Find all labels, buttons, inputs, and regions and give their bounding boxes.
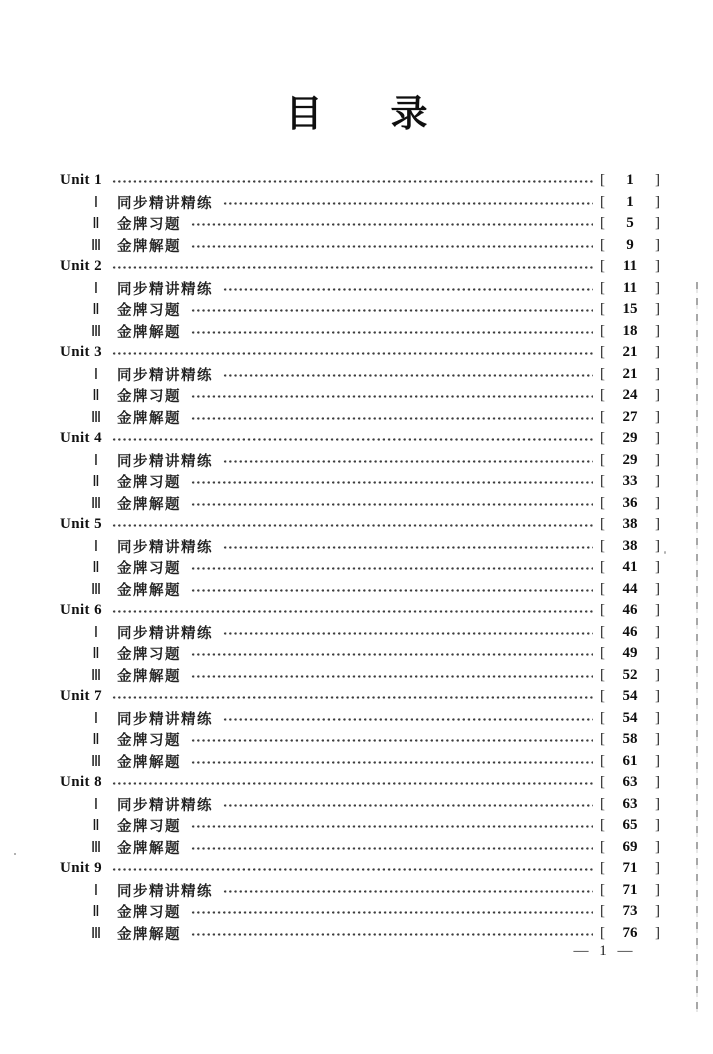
open-bracket: [ xyxy=(600,387,605,404)
dotted-leader xyxy=(191,308,593,313)
page-number-box xyxy=(600,753,660,770)
open-bracket: [ xyxy=(600,903,605,920)
section-label: 同步精讲精练 xyxy=(117,625,213,642)
close-bracket: ] xyxy=(655,838,660,855)
open-bracket: [ xyxy=(600,301,605,318)
dotted-leader xyxy=(223,545,593,550)
open-bracket: [ xyxy=(600,580,605,597)
section-label: 金牌解题 xyxy=(117,238,181,255)
section-numeral: Ⅱ xyxy=(92,818,100,835)
page-number: 5 xyxy=(626,215,634,232)
open-bracket: [ xyxy=(600,494,605,511)
page-number: 61 xyxy=(622,752,638,769)
section-label: 同步精讲精练 xyxy=(117,711,213,728)
section-numeral: Ⅲ xyxy=(90,409,102,426)
toc-item-row xyxy=(60,278,660,300)
page-number-box xyxy=(600,344,660,361)
page-number-box xyxy=(600,215,660,232)
dotted-leader xyxy=(223,803,593,808)
section-numeral: Ⅱ xyxy=(92,904,100,921)
section-numeral: Ⅱ xyxy=(92,216,100,233)
dotted-leader xyxy=(191,244,593,249)
close-bracket: ] xyxy=(655,860,660,877)
page-number: 29 xyxy=(622,430,638,447)
scan-edge-artifact xyxy=(696,282,698,1012)
dotted-leader xyxy=(112,867,593,872)
footer-page-number: — 1 — xyxy=(573,943,633,959)
dotted-leader xyxy=(191,588,593,593)
toc-unit-row xyxy=(60,772,660,794)
page-number: 63 xyxy=(622,774,638,791)
open-bracket: [ xyxy=(600,838,605,855)
section-numeral: Ⅲ xyxy=(90,667,102,684)
close-bracket: ] xyxy=(655,279,660,296)
open-bracket: [ xyxy=(600,408,605,425)
section-numeral: Ⅰ xyxy=(93,882,99,899)
open-bracket: [ xyxy=(600,193,605,210)
section-label: 金牌习题 xyxy=(117,561,181,578)
close-bracket: ] xyxy=(655,903,660,920)
close-bracket: ] xyxy=(655,172,660,189)
dotted-leader xyxy=(191,910,593,915)
page-number-box xyxy=(600,688,660,705)
open-bracket: [ xyxy=(600,322,605,339)
page-number: 1 xyxy=(626,172,634,189)
open-bracket: [ xyxy=(600,774,605,791)
open-bracket: [ xyxy=(600,344,605,361)
page-number-box xyxy=(600,473,660,490)
unit-label: Unit 2 xyxy=(60,258,102,275)
page-number-box xyxy=(600,194,660,211)
close-bracket: ] xyxy=(655,537,660,554)
toc-item-row xyxy=(60,643,660,665)
open-bracket: [ xyxy=(600,795,605,812)
page-number: 11 xyxy=(622,279,638,296)
open-bracket: [ xyxy=(600,752,605,769)
page-number: 18 xyxy=(622,322,638,339)
toc-item-row xyxy=(60,450,660,472)
page-number: 63 xyxy=(622,795,638,812)
page-number-box xyxy=(600,516,660,533)
page-number: 73 xyxy=(622,903,638,920)
title-char-left: 目 xyxy=(285,93,323,134)
section-label: 金牌习题 xyxy=(117,819,181,836)
page-number: 54 xyxy=(622,688,638,705)
close-bracket: ] xyxy=(655,688,660,705)
close-bracket: ] xyxy=(655,516,660,533)
section-label: 金牌习题 xyxy=(117,733,181,750)
close-bracket: ] xyxy=(655,494,660,511)
section-numeral: Ⅱ xyxy=(92,560,100,577)
dotted-leader xyxy=(112,437,593,442)
dotted-leader xyxy=(191,932,593,937)
toc-item-row xyxy=(60,815,660,837)
page-number-box xyxy=(600,667,660,684)
section-numeral: Ⅱ xyxy=(92,646,100,663)
dotted-leader xyxy=(223,459,593,464)
close-bracket: ] xyxy=(655,602,660,619)
toc-unit-row xyxy=(60,514,660,536)
page-number-box xyxy=(600,280,660,297)
page-number: 44 xyxy=(622,580,638,597)
toc-item-row xyxy=(60,665,660,687)
page-number-box xyxy=(600,495,660,512)
open-bracket: [ xyxy=(600,279,605,296)
close-bracket: ] xyxy=(655,215,660,232)
page-number-box xyxy=(600,817,660,834)
section-label: 同步精讲精练 xyxy=(117,281,213,298)
close-bracket: ] xyxy=(655,258,660,275)
open-bracket: [ xyxy=(600,430,605,447)
page-number: 15 xyxy=(622,301,638,318)
section-label: 金牌习题 xyxy=(117,905,181,922)
dotted-leader xyxy=(191,674,593,679)
page-number: 76 xyxy=(622,924,638,941)
open-bracket: [ xyxy=(600,731,605,748)
toc-unit-row xyxy=(60,686,660,708)
page-number: 69 xyxy=(622,838,638,855)
dotted-leader xyxy=(191,824,593,829)
open-bracket: [ xyxy=(600,258,605,275)
toc-item-row xyxy=(60,213,660,235)
section-numeral: Ⅰ xyxy=(93,796,99,813)
section-numeral: Ⅰ xyxy=(93,538,99,555)
dotted-leader xyxy=(112,351,593,356)
page-number-box xyxy=(600,301,660,318)
section-numeral: Ⅰ xyxy=(93,710,99,727)
scan-speck xyxy=(664,551,666,554)
dotted-leader xyxy=(191,394,593,399)
dotted-leader xyxy=(191,222,593,227)
page-number-box xyxy=(600,237,660,254)
unit-label: Unit 1 xyxy=(60,172,102,189)
section-label: 同步精讲精练 xyxy=(117,883,213,900)
section-numeral: Ⅰ xyxy=(93,366,99,383)
section-label: 金牌习题 xyxy=(117,217,181,234)
section-label: 同步精讲精练 xyxy=(117,797,213,814)
page-number-box xyxy=(600,925,660,942)
page-number: 41 xyxy=(622,559,638,576)
section-numeral: Ⅱ xyxy=(92,388,100,405)
page-number-box xyxy=(600,645,660,662)
page-number-box xyxy=(600,387,660,404)
toc-item-row xyxy=(60,794,660,816)
scan-speck xyxy=(14,853,16,855)
open-bracket: [ xyxy=(600,516,605,533)
page-number-box xyxy=(600,559,660,576)
close-bracket: ] xyxy=(655,881,660,898)
close-bracket: ] xyxy=(655,645,660,662)
open-bracket: [ xyxy=(600,215,605,232)
close-bracket: ] xyxy=(655,344,660,361)
unit-label: Unit 4 xyxy=(60,430,102,447)
toc-item-row xyxy=(60,729,660,751)
section-label: 金牌习题 xyxy=(117,647,181,664)
close-bracket: ] xyxy=(655,924,660,941)
close-bracket: ] xyxy=(655,236,660,253)
close-bracket: ] xyxy=(655,387,660,404)
section-label: 金牌习题 xyxy=(117,303,181,320)
dotted-leader xyxy=(223,201,593,206)
close-bracket: ] xyxy=(655,301,660,318)
open-bracket: [ xyxy=(600,881,605,898)
toc-item-row xyxy=(60,235,660,257)
open-bracket: [ xyxy=(600,666,605,683)
page-number: 71 xyxy=(622,860,638,877)
section-label: 金牌解题 xyxy=(117,840,181,857)
toc-item-row xyxy=(60,880,660,902)
dotted-leader xyxy=(191,502,593,507)
toc-item-row xyxy=(60,923,660,945)
section-numeral: Ⅰ xyxy=(93,624,99,641)
page-number: 58 xyxy=(622,731,638,748)
section-numeral: Ⅲ xyxy=(90,839,102,856)
page-number-box xyxy=(600,839,660,856)
page-number: 38 xyxy=(622,537,638,554)
unit-label: Unit 5 xyxy=(60,516,102,533)
dotted-leader xyxy=(191,416,593,421)
page-number: 1 xyxy=(626,193,634,210)
section-numeral: Ⅲ xyxy=(90,925,102,942)
close-bracket: ] xyxy=(655,430,660,447)
close-bracket: ] xyxy=(655,322,660,339)
page-number: 52 xyxy=(622,666,638,683)
open-bracket: [ xyxy=(600,645,605,662)
page-number-box xyxy=(600,710,660,727)
page-number-box xyxy=(600,624,660,641)
section-numeral: Ⅲ xyxy=(90,495,102,512)
title-char-right: 录 xyxy=(390,93,428,134)
toc-item-row xyxy=(60,471,660,493)
page-number: 27 xyxy=(622,408,638,425)
open-bracket: [ xyxy=(600,924,605,941)
section-numeral: Ⅰ xyxy=(93,280,99,297)
page-number: 21 xyxy=(622,365,638,382)
section-label: 同步精讲精练 xyxy=(117,367,213,384)
toc-item-row xyxy=(60,751,660,773)
page-number: 54 xyxy=(622,709,638,726)
close-bracket: ] xyxy=(655,473,660,490)
toc-item-row xyxy=(60,837,660,859)
dotted-leader xyxy=(191,846,593,851)
close-bracket: ] xyxy=(655,193,660,210)
toc-unit-row xyxy=(60,600,660,622)
open-bracket: [ xyxy=(600,559,605,576)
section-numeral: Ⅱ xyxy=(92,732,100,749)
section-label: 金牌解题 xyxy=(117,496,181,513)
page-number-box xyxy=(600,323,660,340)
dotted-leader xyxy=(191,480,593,485)
section-numeral: Ⅲ xyxy=(90,237,102,254)
dotted-leader xyxy=(191,738,593,743)
dotted-leader xyxy=(112,781,593,786)
open-bracket: [ xyxy=(600,451,605,468)
page-number: 71 xyxy=(622,881,638,898)
toc-unit-row xyxy=(60,858,660,880)
dotted-leader xyxy=(191,760,593,765)
close-bracket: ] xyxy=(655,623,660,640)
dotted-leader xyxy=(223,717,593,722)
section-label: 金牌解题 xyxy=(117,582,181,599)
close-bracket: ] xyxy=(655,774,660,791)
toc-item-row xyxy=(60,192,660,214)
dotted-leader xyxy=(223,889,593,894)
dotted-leader xyxy=(112,179,593,184)
toc-list xyxy=(60,170,660,944)
open-bracket: [ xyxy=(600,817,605,834)
toc-unit-row xyxy=(60,170,660,192)
page-number-box xyxy=(600,409,660,426)
section-label: 同步精讲精练 xyxy=(117,539,213,556)
open-bracket: [ xyxy=(600,623,605,640)
section-label: 金牌解题 xyxy=(117,926,181,943)
section-label: 金牌习题 xyxy=(117,389,181,406)
open-bracket: [ xyxy=(600,172,605,189)
close-bracket: ] xyxy=(655,580,660,597)
page-number-box xyxy=(600,581,660,598)
toc-unit-row xyxy=(60,428,660,450)
toc-item-row xyxy=(60,708,660,730)
close-bracket: ] xyxy=(655,817,660,834)
open-bracket: [ xyxy=(600,236,605,253)
close-bracket: ] xyxy=(655,365,660,382)
page-number: 46 xyxy=(622,602,638,619)
section-numeral: Ⅲ xyxy=(90,323,102,340)
section-numeral: Ⅲ xyxy=(90,581,102,598)
section-label: 同步精讲精练 xyxy=(117,453,213,470)
close-bracket: ] xyxy=(655,451,660,468)
page-number: 24 xyxy=(622,387,638,404)
page-number-box xyxy=(600,860,660,877)
section-numeral: Ⅰ xyxy=(93,452,99,469)
dotted-leader xyxy=(191,330,593,335)
section-numeral: Ⅱ xyxy=(92,302,100,319)
section-label: 金牌解题 xyxy=(117,754,181,771)
section-numeral: Ⅱ xyxy=(92,474,100,491)
toc-item-row xyxy=(60,536,660,558)
open-bracket: [ xyxy=(600,537,605,554)
close-bracket: ] xyxy=(655,666,660,683)
page-number: 38 xyxy=(622,516,638,533)
page-number: 46 xyxy=(622,623,638,640)
toc-item-row xyxy=(60,321,660,343)
dotted-leader xyxy=(223,287,593,292)
page-number: 65 xyxy=(622,817,638,834)
page-number: 49 xyxy=(622,645,638,662)
toc-item-row xyxy=(60,407,660,429)
open-bracket: [ xyxy=(600,860,605,877)
toc-item-row xyxy=(60,622,660,644)
unit-label: Unit 7 xyxy=(60,688,102,705)
close-bracket: ] xyxy=(655,795,660,812)
toc-item-row xyxy=(60,299,660,321)
toc-item-row xyxy=(60,557,660,579)
open-bracket: [ xyxy=(600,365,605,382)
page-number-box xyxy=(600,903,660,920)
close-bracket: ] xyxy=(655,559,660,576)
toc-unit-row xyxy=(60,256,660,278)
page-number-box xyxy=(600,602,660,619)
page-number-box xyxy=(600,538,660,555)
section-numeral: Ⅲ xyxy=(90,753,102,770)
page-number: 9 xyxy=(626,236,634,253)
close-bracket: ] xyxy=(655,709,660,726)
toc-item-row xyxy=(60,579,660,601)
dotted-leader xyxy=(112,265,593,270)
page-number-box xyxy=(600,172,660,189)
unit-label: Unit 8 xyxy=(60,774,102,791)
section-label: 金牌习题 xyxy=(117,475,181,492)
section-label: 同步精讲精练 xyxy=(117,195,213,212)
open-bracket: [ xyxy=(600,688,605,705)
dotted-leader xyxy=(191,652,593,657)
page-number-box xyxy=(600,452,660,469)
unit-label: Unit 9 xyxy=(60,860,102,877)
close-bracket: ] xyxy=(655,731,660,748)
page-number: 11 xyxy=(622,258,638,275)
section-label: 金牌解题 xyxy=(117,324,181,341)
section-numeral: Ⅰ xyxy=(93,194,99,211)
page-number-box xyxy=(600,796,660,813)
page-number-box xyxy=(600,774,660,791)
page-number: 29 xyxy=(622,451,638,468)
toc-item-row xyxy=(60,364,660,386)
page-title xyxy=(0,94,713,135)
dotted-leader xyxy=(191,566,593,571)
toc-item-row xyxy=(60,493,660,515)
page-number-box xyxy=(600,731,660,748)
page-number: 21 xyxy=(622,344,638,361)
page-number-box xyxy=(600,430,660,447)
open-bracket: [ xyxy=(600,473,605,490)
page-number-box xyxy=(600,366,660,383)
dotted-leader xyxy=(112,609,593,614)
toc-item-row xyxy=(60,385,660,407)
section-label: 金牌解题 xyxy=(117,668,181,685)
dotted-leader xyxy=(112,523,593,528)
unit-label: Unit 3 xyxy=(60,344,102,361)
toc-unit-row xyxy=(60,342,660,364)
close-bracket: ] xyxy=(655,408,660,425)
dotted-leader xyxy=(223,631,593,636)
open-bracket: [ xyxy=(600,709,605,726)
toc-item-row xyxy=(60,901,660,923)
close-bracket: ] xyxy=(655,752,660,769)
page-number: 33 xyxy=(622,473,638,490)
page-number-box xyxy=(600,882,660,899)
page-number: 36 xyxy=(622,494,638,511)
open-bracket: [ xyxy=(600,602,605,619)
page-number-box xyxy=(600,258,660,275)
dotted-leader xyxy=(112,695,593,700)
unit-label: Unit 6 xyxy=(60,602,102,619)
dotted-leader xyxy=(223,373,593,378)
section-label: 金牌解题 xyxy=(117,410,181,427)
